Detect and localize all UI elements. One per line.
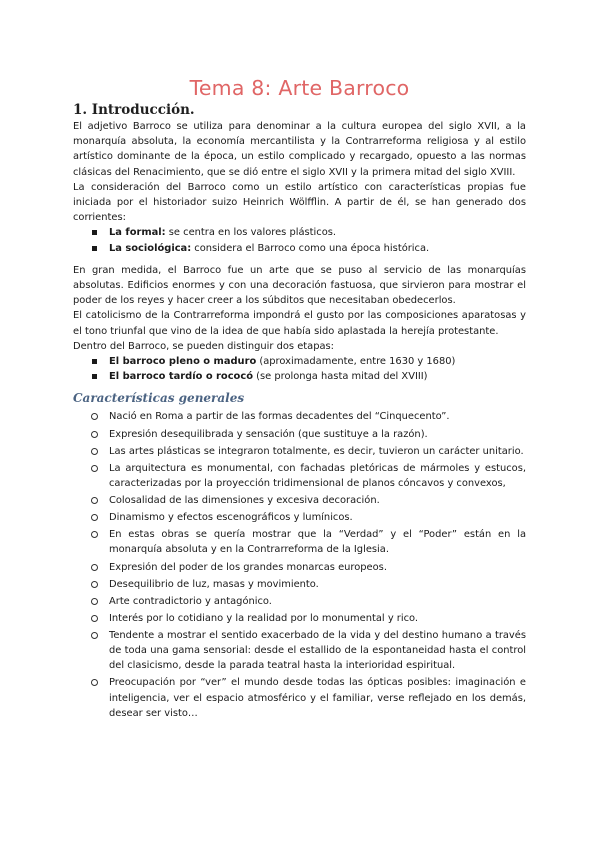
list-item: Expresión desequilibrada y sensación (que sustituye a la razón). [91,427,526,442]
list-item: Arte contradictorio y antagónico. [91,594,526,609]
currents-list [73,225,526,255]
list-item: Preocupación por “ver” el mundo desde todas las ópticas posibles: imaginación e inteligencia, ver el espacio atmosférico y el familiar, verse reflejado en los demás, desear ser visto… [91,675,526,721]
section-heading-caracteristicas: Características generales [73,391,245,406]
list-item-bold: La sociológica: [109,242,192,254]
list-item: Las artes plásticas se integraron totalmente, es decir, tuvieron un carácter unitario. [91,444,526,459]
characteristics-list [73,409,526,721]
paragraph-etapas: Dentro del Barroco, se pueden distinguir dos etapas: [73,340,334,352]
list-item-text: considera el Barroco como una época histórica. [191,242,430,254]
list-item-bold: El barroco tardío o rococó [109,371,253,383]
paragraph-monarquias: En gran medida, el Barroco fue un arte que se puso al servicio de las monarquías absolutas. Edificios enormes y con una decoración fastuosa, que sirvieron para mostrar el poder de los reyes y hacer creer a los súbditos que necesitaban obedecerlos. [73,264,526,307]
list-item [91,354,526,369]
list-item: Desequilibrio de luz, masas y movimiento. [91,577,526,592]
list-item: Interés por lo cotidiano y la realidad por lo monumental y rico. [91,611,526,626]
list-item [91,241,526,256]
paragraph-contrarreforma: El catolicismo de la Contrarreforma impondrá el gusto por las composiciones aparatosas y el tono triunfal que vino de la idea de que había sido aplastada la herejía protestante. [73,310,526,337]
list-item: Colosalidad de las dimensiones y excesiva decoración. [91,493,526,508]
list-item-text: (aproximadamente, entre 1630 y 1680) [256,356,456,368]
section-heading-introduccion: 1. Introducción. [73,102,195,118]
list-item-bold: El barroco pleno o maduro [109,356,257,368]
list-item [91,369,526,384]
list-item-bold: La formal: [109,227,166,239]
list-item: Nació en Roma a partir de las formas decadentes del “Cinquecento”. [91,409,526,424]
stages-list [73,354,526,384]
page-title: Tema 8: Arte Barroco [189,76,410,100]
list-item: En estas obras se quería mostrar que la “Verdad” y el “Poder” están en la monarquía absoluta y en la Contrarreforma de la Iglesia. [91,527,526,557]
list-item: Dinamismo y efectos escenográficos y lumínicos. [91,510,526,525]
list-item: La arquitectura es monumental, con fachadas pletóricas de mármoles y estucos, caracterizadas por la proyección tridimensional de planos cóncavos y convexos, [91,461,526,491]
paragraph-definicion: El adjetivo Barroco se utiliza para denominar a la cultura europea del siglo XVII, a la monarquía absoluta, la economía mercantilista y la Contrarreforma religiosa y al estilo artístico dominante de la época, un estilo complicado y recargado, opuesto a las normas clásicas del Renacimiento, que se dió entre el siglo XVII y la primera mitad del siglo XVIII. [73,121,526,178]
list-item-text: se centra en los valores plásticos. [165,227,337,239]
list-item-text: (se prolonga hasta mitad del XVIII) [252,371,428,383]
spacer [73,256,526,263]
list-item: Tendente a mostrar el sentido exacerbado de la vida y del destino humano a través de toda una gama sensorial: desde el estallido de la espontaneidad hasta el control del clasicismo, desde la parada teatral hasta la interioridad espiritual. [91,628,526,674]
list-item [91,225,526,240]
list-item: Expresión del poder de los grandes monarcas europeos. [91,560,526,575]
paragraph-wolfflin: La consideración del Barroco como un estilo artístico con características propias fue iniciada por el historiador suizo Heinrich Wölfflin. A partir de él, se han generado dos corrientes: [73,181,526,224]
